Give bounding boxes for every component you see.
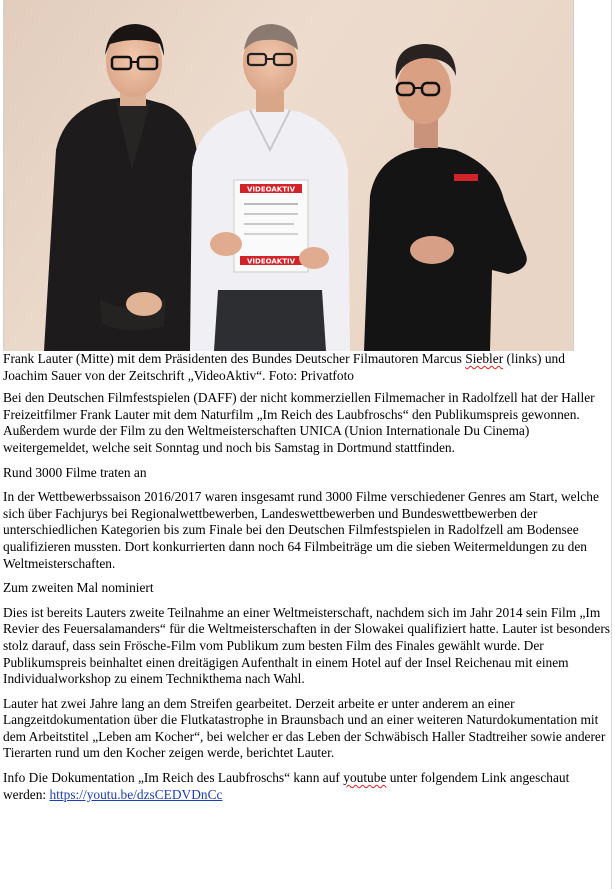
paragraph-4-start: Lauter hat zwei Jahre lang an dem Streifen gearbeitet. Derzeit arbeite er unter anderem an einer Langzeitdokumentation über die Flutkatastrophe in bbox=[3, 695, 515, 728]
paragraph-3: Dies ist bereits Lauters zweite Teilnahme an einer Weltmeisterschaft, nachdem sich im Jahr 2014 sein Film „Im Revier des Feuersalamanders“ für die Weltmeisterschaften in der Slowakei qualifiziert hatte. Lauter ist besonders stolz darauf, dass sein Frösche-Film vom Publikum zum besten Film des Finales gewählt wurde. Der Publikumspreis beinhaltet einen dreitägigen Aufenthalt in einem Hotel auf der Insel Reichenau mit einem Individualworkshop zu einem Technikthema nach Wahl. bbox=[3, 604, 610, 687]
subheading-2: Zum zweiten Mal nominiert bbox=[3, 580, 154, 596]
paragraph-4-end: und an einer weiteren Naturdokumentation mit dem Arbeitstitel „Leben am Kocher“, bei welcher er das Leben der Schwäbisch Haller Stadtreiher sowie anderer Tierarten rund um den Kocher zeigen werde, berichtet Lauter. bbox=[3, 712, 606, 761]
word-youtube: youtube bbox=[343, 770, 387, 786]
photo-illustration bbox=[4, 0, 573, 351]
paragraph-5-mid: unter folgendem Link angeschaut werden: bbox=[3, 770, 570, 802]
award-photo bbox=[3, 0, 574, 351]
paragraph-1: Bei den Deutschen Filmfestspielen (DAFF) der nicht kommerziellen Filmemacher in Radolfzell hat der Haller Freizeitfilmer Frank Lauter mit dem Naturfilm „Im Reich des Laubfroschs“ den Publikumspreis gewonnen. Außerdem wurde der Film zu den Weltmeisterschaften UNICA (Union Internationale Du Cinema) weitergemeldet, welche seit Sonntag und noch bis Samstag in Dortmund stattfinden. bbox=[3, 390, 595, 455]
caption-text-start: Frank Lauter (Mitte) mit dem Präsidenten des Bundes Deutscher Filmautoren Marcus bbox=[3, 351, 466, 366]
caption-name-siebler: Siebler bbox=[465, 351, 504, 366]
paragraph-4 bbox=[3, 696, 610, 762]
place-braunsbach: Braunsbach bbox=[280, 712, 345, 728]
certificate bbox=[234, 180, 308, 272]
subheading-1: Rund 3000 Filme traten an bbox=[3, 464, 147, 480]
paragraph-2: In der Wettbewerbssaison 2016/2017 waren insgesamt rund 3000 Filme verschiedener Genres am Start, welche sich über Fachjurys bei Regionalwettbewerben, Landeswettbewerben und Bundeswettbewerben der unterschiedlichen Kategorien bis zum Finale bei den Deutschen Filmfestspielen in Radolfzell am Bodensee qualifizieren mussten. Dort konkurrierten dann noch 64 Filmbeiträge um die sieben Weitermeldungen zu den Weltmeisterschaften. bbox=[3, 489, 599, 571]
sign-text-bottom: VIDEOAKTIV bbox=[246, 257, 296, 266]
paragraph-5 bbox=[3, 770, 610, 803]
article-text bbox=[3, 351, 610, 811]
youtube-link[interactable]: https://youtu.be/dzsCEDVDnCc bbox=[49, 786, 223, 802]
paragraph-5-start: Info Die Dokumentation „Im Reich des Laubfroschs“ kann auf bbox=[3, 770, 344, 786]
photo-caption bbox=[3, 351, 610, 384]
sign-text-top: VIDEOAKTIV bbox=[246, 185, 296, 194]
caption-text-end: (links) und Joachim Sauer von der Zeitschrift „VideoAktiv“. Foto: Privatfoto bbox=[3, 351, 565, 383]
